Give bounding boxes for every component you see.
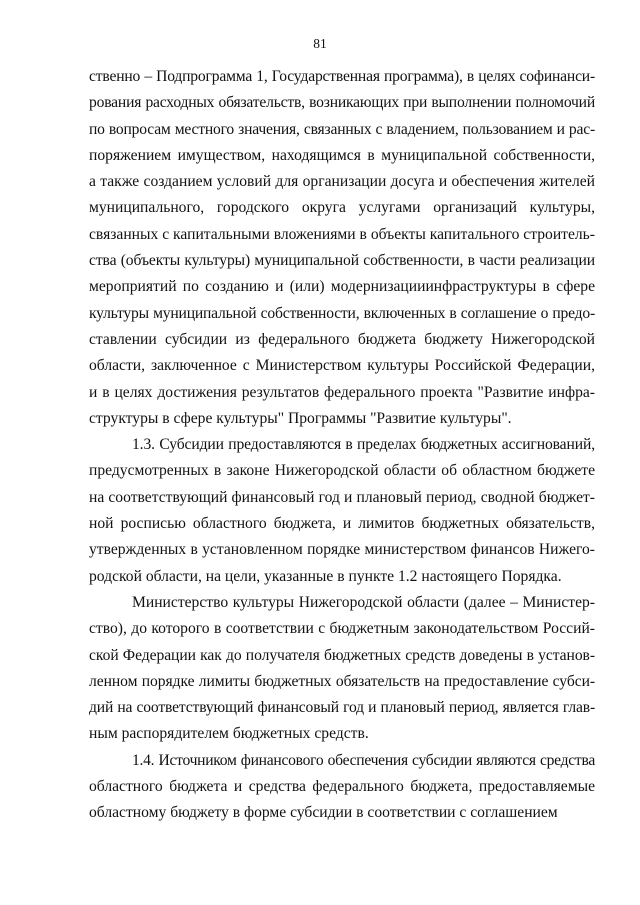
text-line: ной росписью областного бюджета, и лимитов бюджетных обязательств, [89, 515, 595, 533]
text-line: ставлении субсидии из федерального бюджета бюджету Нижегородской [89, 330, 595, 348]
text-line: муниципального, городского округа услугами организаций культуры, [89, 199, 595, 217]
text-line: и в целях достижения результатов федерального проекта "Развитие инфра- [89, 383, 595, 401]
text-line: поряжением имуществом, находящимся в муниципальной собственности, [89, 146, 595, 164]
paragraph [89, 64, 595, 432]
text-line: дий на соответствующий финансовый год и плановый период, является глав- [89, 699, 595, 717]
text-line: рования расходных обязательств, возникающих при выполнении полномочий [89, 94, 595, 112]
text-line: ственно – Подпрограмма 1, Государственная программа), в целях софинанси- [89, 68, 595, 85]
text-line: ства (объекты культуры) муниципальной собственности, в части реализации [89, 252, 595, 270]
text-line: ской Федерации как до получателя бюджетных средств доведены в установ- [89, 646, 595, 664]
text-line: ство), до которого в соответствии с бюджетным законодательством Россий- [89, 620, 595, 638]
text-line: 1.3. Субсидии предоставляются в пределах бюджетных ассигнований, [132, 436, 595, 454]
paragraph [89, 432, 595, 590]
text-line: Министерство культуры Нижегородской области (далее – Министер- [132, 593, 595, 611]
text-line: утвержденных в установленном порядке министерством финансов Нижего- [89, 541, 595, 559]
text-line: ным распорядителем бюджетных средств. [89, 725, 369, 743]
text-line: областному бюджету в форме субсидии в соответствии с соглашением [89, 804, 558, 822]
text-line: на соответствующий финансовый год и плановый период, сводной бюджет- [89, 488, 595, 506]
text-line: областного бюджета и средства федерального бюджета, предоставляемые [89, 778, 595, 796]
text-line: мероприятий по созданию и (или) модернизацииинфраструктуры в сфере [89, 278, 595, 296]
body-text [89, 64, 595, 827]
text-line: родской области, на цели, указанные в пункте 1.2 настоящего Порядка. [89, 567, 562, 585]
text-line: ленном порядке лимиты бюджетных обязательств на предоставление субси- [89, 672, 595, 690]
paragraph [89, 748, 595, 827]
text-line: культуры муниципальной собственности, включенных в соглашение о предо- [89, 304, 595, 322]
text-line: области, заключенное с Министерством культуры Российской Федерации, [89, 357, 595, 375]
text-line: а также созданием условий для организации досуга и обеспечения жителей [89, 173, 595, 191]
paragraph [89, 590, 595, 748]
text-line: 1.4. Источником финансового обеспечения субсидии являются средства [132, 751, 595, 769]
text-line: предусмотренных в законе Нижегородской области об областном бюджете [89, 462, 595, 480]
text-line: структуры в сфере культуры" Программы "Развитие культуры". [89, 409, 512, 427]
page-number: 81 [313, 36, 327, 51]
text-line: связанных с капитальными вложениями в объекты капитального строитель- [89, 225, 595, 243]
text-line: по вопросам местного значения, связанных с владением, пользованием и рас- [89, 120, 595, 138]
